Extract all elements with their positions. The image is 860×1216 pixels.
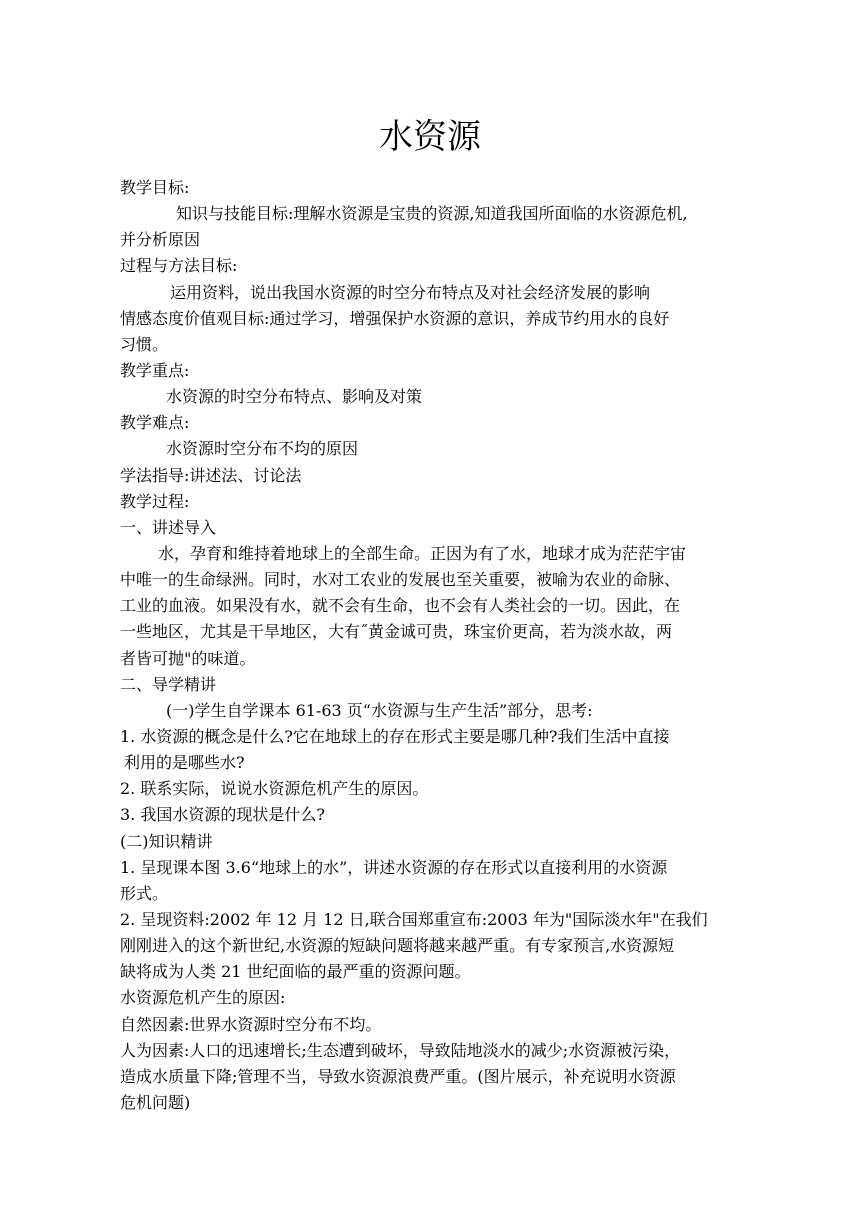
paragraph-line: (一)学生自学课本 61-63 页“水资源与生产生活”部分，思考:	[166, 700, 593, 720]
paragraph-line: 习惯。	[120, 334, 169, 354]
paragraph-line: 1. 呈现课本图 3.6“地球上的水”，讲述水资源的存在形式以直接利用的水资源	[120, 857, 668, 877]
paragraph-line: 工业的血液。如果没有水，就不会有生命，也不会有人类社会的一切。因此，在	[120, 596, 681, 616]
paragraph-line: 危机问题)	[120, 1092, 191, 1112]
paragraph-line: 刚刚进入的这个新世纪,水资源的短缺问题将越来越严重。有专家预言,水资源短	[120, 936, 675, 956]
paragraph-line: 者皆可抛"的味道。	[120, 648, 256, 668]
heading-process-method: 过程与方法目标:	[120, 256, 238, 276]
paragraph-line: 知识与技能目标:理解水资源是宝贵的资源,知道我国所面临的水资源危机,	[176, 204, 688, 224]
paragraph-line: 学法指导:讲述法、讨论法	[120, 465, 302, 485]
paragraph-line: 运用资料，说出我国水资源的时空分布特点及对社会经济发展的影响	[170, 282, 651, 302]
question-item: 1. 水资源的概念是什么?它在地球上的存在形式主要是哪几种?我们生活中直接	[120, 726, 670, 746]
section-heading-guided-study: 二、导学精讲	[120, 674, 217, 694]
paragraph-line: 水资源危机产生的原因:	[120, 988, 286, 1008]
heading-teaching-process: 教学过程:	[120, 491, 190, 511]
paragraph-line: 造成水质量下降;管理不当，导致水资源浪费严重。(图片展示，补充说明水资源	[120, 1066, 676, 1086]
subsection-heading: (二)知识精讲	[120, 831, 213, 851]
document-title: 水资源	[379, 117, 481, 157]
question-item: 利用的是哪些水?	[124, 753, 245, 773]
heading-key-points: 教学重点:	[120, 360, 190, 380]
paragraph-line: 自然因素:世界水资源时空分布不均。	[120, 1014, 382, 1034]
heading-difficulties: 教学难点:	[120, 413, 190, 433]
question-item: 2. 联系实际，说说水资源危机产生的原因。	[120, 779, 429, 799]
paragraph-line: 一些地区，尤其是干旱地区，大有˝黄金诚可贵，珠宝价更高，若为淡水故，两	[120, 622, 673, 642]
paragraph-line: 并分析原因	[120, 230, 201, 250]
question-item: 3. 我国水资源的现状是什么?	[120, 805, 325, 825]
paragraph-line: 形式。	[120, 883, 169, 903]
paragraph-line: 2. 呈现资料:2002 年 12 月 12 日,联合国郑重宣布:2003 年为"国际淡水年"在我们	[120, 909, 708, 929]
paragraph-line: 缺将成为人类 21 世纪面临的最严重的资源问题。	[120, 962, 471, 982]
paragraph-line: 情感态度价值观目标:通过学习，增强保护水资源的意识，养成节约用水的良好	[120, 308, 670, 328]
paragraph-line: 人为因素:人口的迅速增长;生态遭到破坏，导致陆地淡水的减少;水资源被污染，	[120, 1040, 681, 1060]
paragraph-line: 中唯一的生命绿洲。同时，水对工农业的发展也至关重要，被喻为农业的命脉、	[120, 570, 681, 590]
paragraph-line: 水，孕育和维持着地球上的全部生命。正因为有了水，地球才成为茫茫宇宙	[158, 543, 687, 563]
document-body	[120, 175, 742, 1116]
heading-teaching-objectives: 教学目标:	[120, 178, 190, 197]
paragraph-line: 水资源的时空分布特点、影响及对策	[166, 387, 423, 407]
paragraph-line: 水资源时空分布不均的原因	[166, 439, 359, 459]
section-heading-intro: 一、讲述导入	[120, 517, 217, 537]
